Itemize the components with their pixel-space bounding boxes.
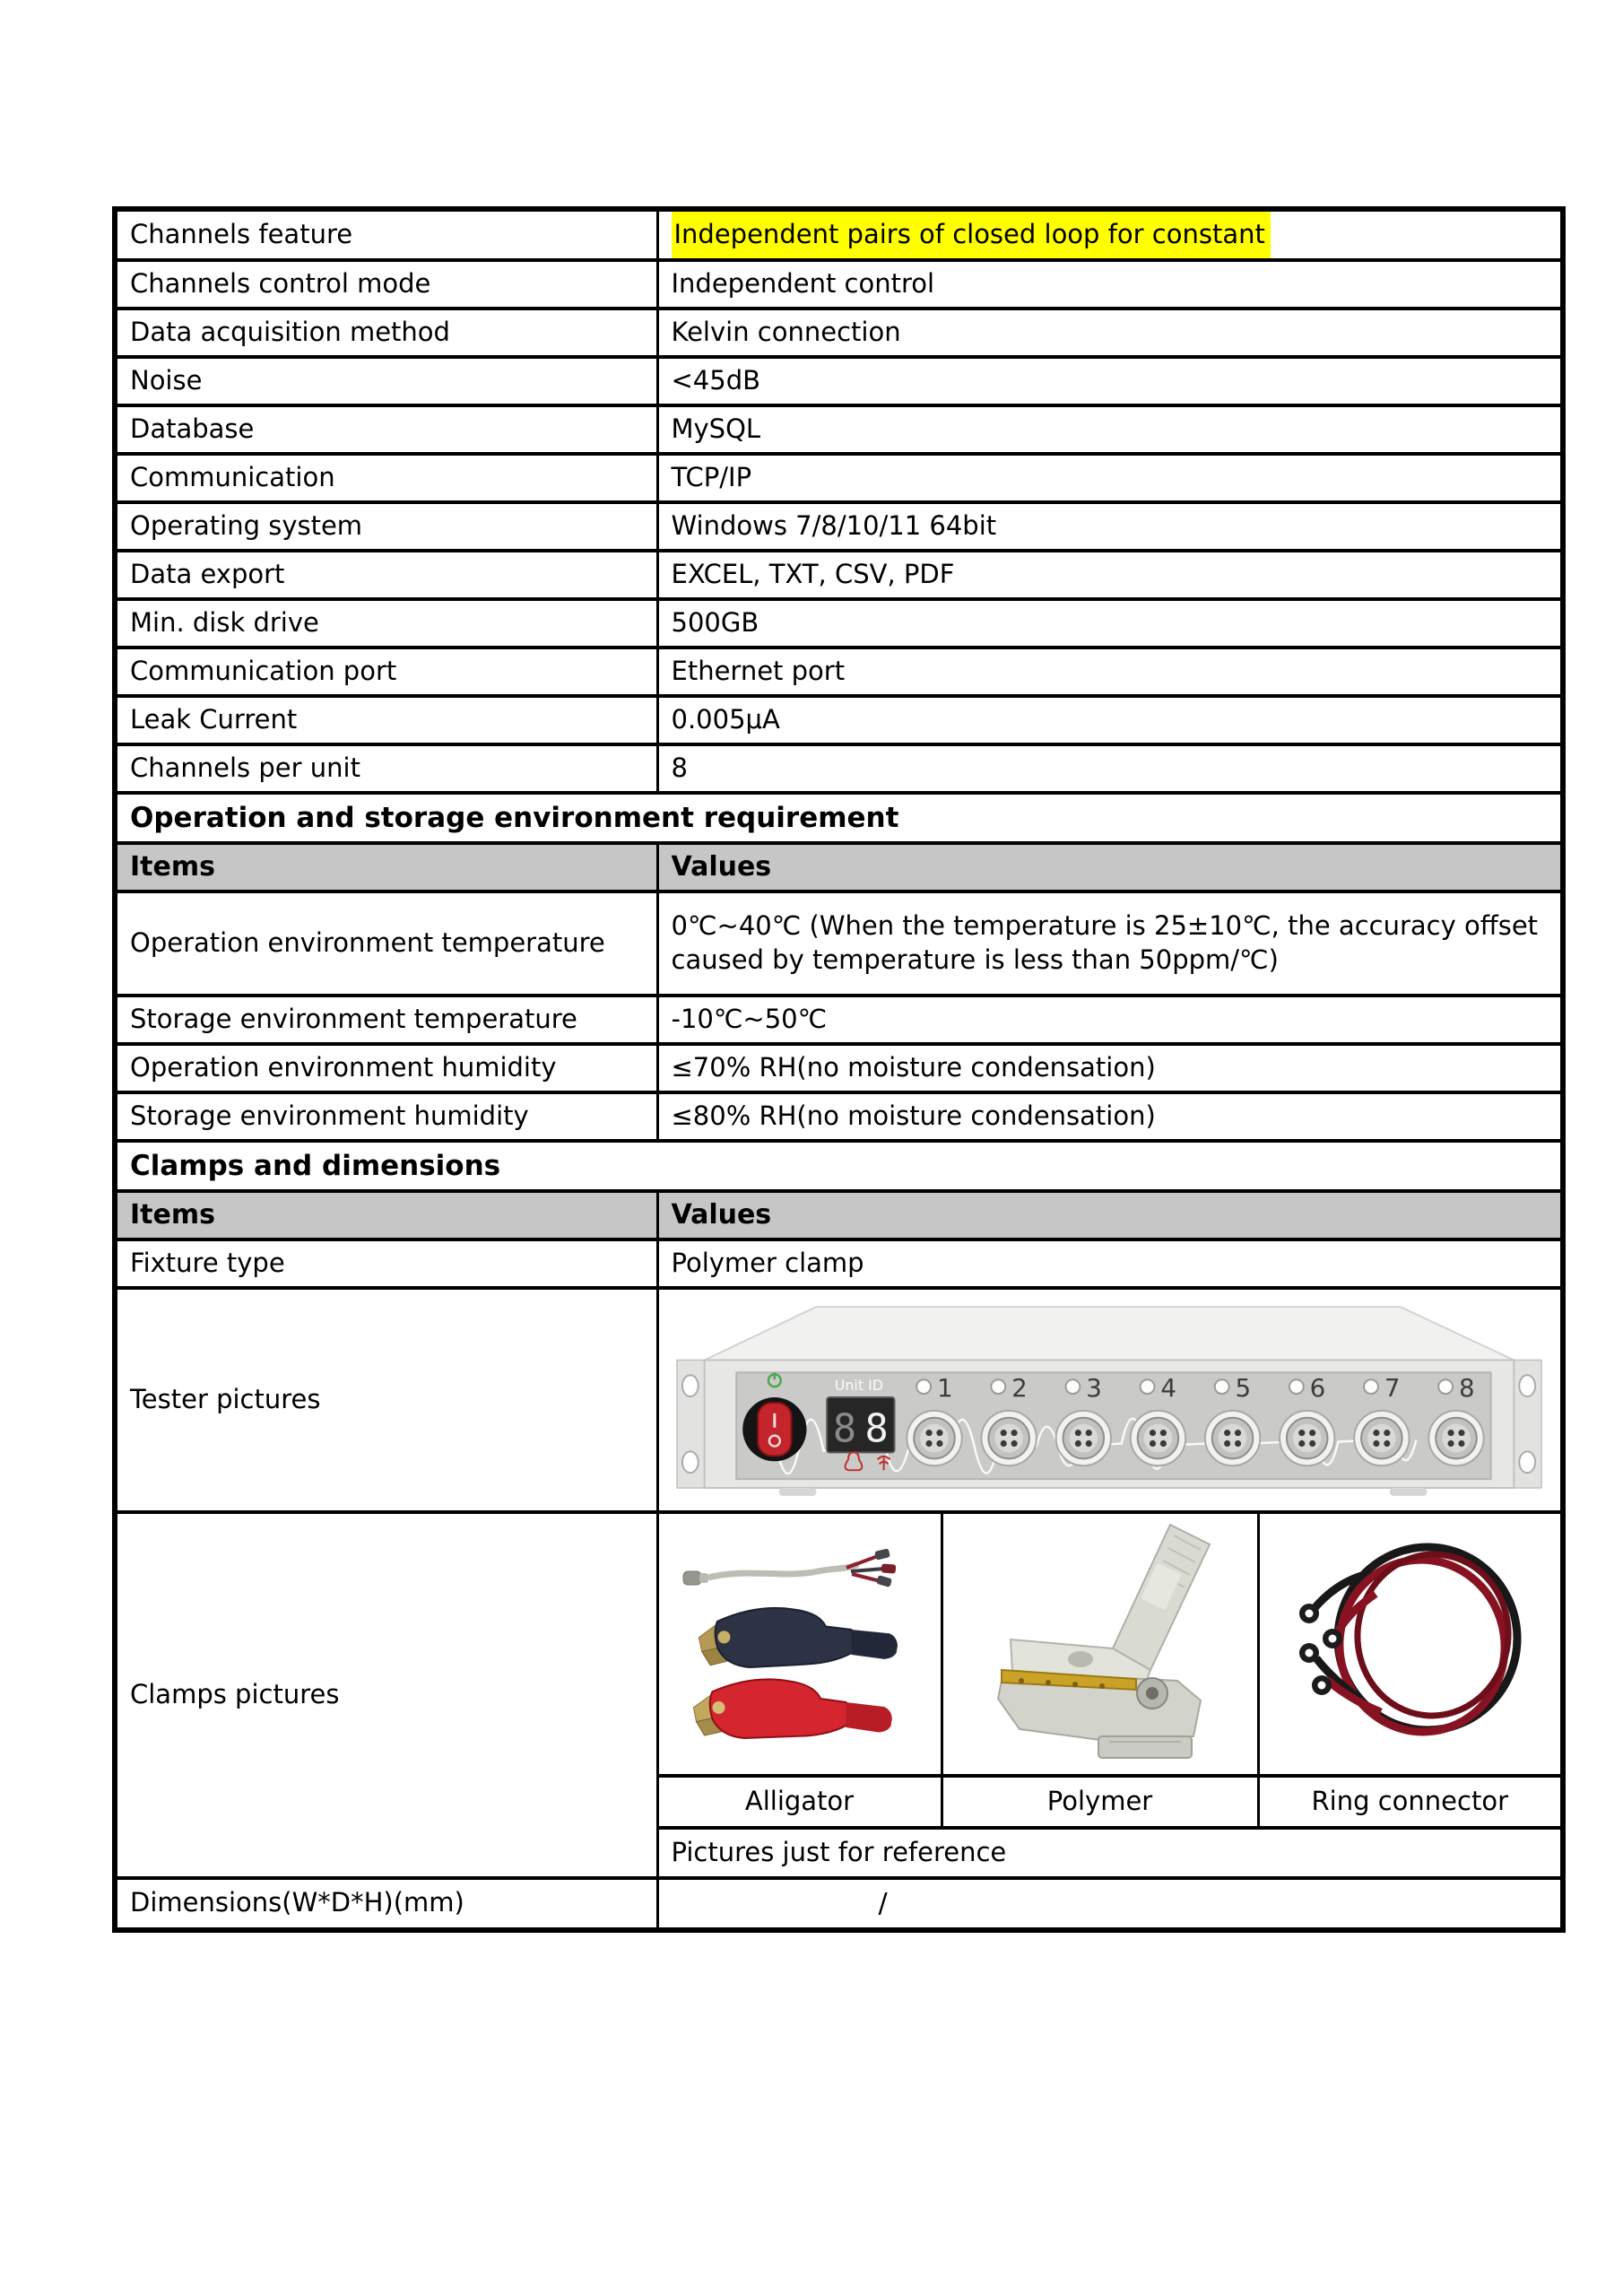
spec-item-value: 0℃~40℃ (When the temperature is 25±10℃, the accuracy offset caused by temperature is less than 50ppm/℃) — [657, 891, 1563, 996]
spec-item-label: Channels per unit — [115, 744, 657, 793]
spec-item-label: Communication port — [115, 648, 657, 696]
spec-item-label: Database — [115, 405, 657, 454]
ring-connector-image — [1275, 1524, 1544, 1764]
alligator-clip-image — [676, 1525, 923, 1762]
spec-item-label: Data acquisition method — [115, 309, 657, 357]
spec-item-label: Operating system — [115, 502, 657, 551]
spec-item-value — [657, 209, 1563, 260]
unit-id-label: Unit ID — [835, 1376, 884, 1394]
spec-item-value: <45dB — [657, 357, 1563, 405]
clamp-label-ring-connector: Ring connector — [1258, 1776, 1563, 1828]
table-row — [115, 648, 1563, 696]
polymer-clamp-image — [966, 1518, 1235, 1770]
items-column-header: Items — [115, 843, 657, 891]
table-row — [115, 357, 1563, 405]
spec-item-label: Min. disk drive — [115, 599, 657, 648]
spec-item-label: Channels feature — [115, 209, 657, 260]
spec-item-value: ≤70% RH(no moisture condensation) — [657, 1044, 1563, 1092]
table-row — [115, 696, 1563, 744]
spec-item-value: Ethernet port — [657, 648, 1563, 696]
spec-item-value: -10℃~50℃ — [657, 996, 1563, 1044]
tester-picture-cell — [657, 1288, 1563, 1512]
table-row — [115, 744, 1563, 793]
section-title: Clamps and dimensions — [115, 1141, 1563, 1191]
table-row — [115, 454, 1563, 502]
section-header-row — [115, 793, 1563, 843]
clamp-label-alligator: Alligator — [657, 1776, 942, 1828]
svg-text:4: 4 — [1160, 1372, 1177, 1403]
spec-item-value: 0.005μA — [657, 696, 1563, 744]
spec-item-label: Operation environment temperature — [115, 891, 657, 996]
tester-pictures-row — [115, 1288, 1563, 1512]
spec-item-label: Storage environment temperature — [115, 996, 657, 1044]
reference-note: Pictures just for reference — [657, 1828, 1563, 1878]
spec-item-label: Dimensions(W*D*H)(mm) — [115, 1878, 657, 1930]
svg-text:3: 3 — [1086, 1372, 1103, 1403]
column-header-row — [115, 1191, 1563, 1239]
tester-device-image — [674, 1294, 1544, 1506]
table-row — [115, 891, 1563, 996]
ring-terminal — [1312, 1675, 1332, 1695]
spec-item-value: Windows 7/8/10/11 64bit — [657, 502, 1563, 551]
section-title: Operation and storage environment requirement — [115, 793, 1563, 843]
table-row — [115, 209, 1563, 260]
spec-item-label: Channels control mode — [115, 260, 657, 309]
table-row — [115, 1044, 1563, 1092]
table-row — [115, 599, 1563, 648]
column-header-row — [115, 843, 1563, 891]
table-row — [115, 309, 1563, 357]
ring-terminal — [1299, 1643, 1319, 1663]
spec-item-value: MySQL — [657, 405, 1563, 454]
spec-item-label: Tester pictures — [115, 1288, 657, 1512]
ring-terminal — [1299, 1604, 1319, 1623]
ring-connector-picture-cell — [1258, 1512, 1563, 1776]
spec-item-value: Polymer clamp — [657, 1239, 1563, 1288]
svg-text:6: 6 — [1309, 1372, 1326, 1403]
table-row — [115, 1092, 1563, 1141]
values-column-header: Values — [657, 1191, 1563, 1239]
table-row — [115, 502, 1563, 551]
dimensions-row — [115, 1878, 1563, 1930]
spec-item-label: Clamps pictures — [115, 1512, 657, 1878]
svg-text:8: 8 — [833, 1406, 857, 1452]
svg-text:1: 1 — [937, 1372, 953, 1403]
sense-cable — [683, 1548, 896, 1587]
spec-item-label: Data export — [115, 551, 657, 599]
ring-terminal — [1323, 1629, 1342, 1648]
spec-item-value: Independent control — [657, 260, 1563, 309]
values-column-header: Values — [657, 843, 1563, 891]
spec-item-value: 8 — [657, 744, 1563, 793]
table-row — [115, 996, 1563, 1044]
red-alligator-clip — [692, 1671, 893, 1745]
spec-item-label: Storage environment humidity — [115, 1092, 657, 1141]
mounting-ear-left — [677, 1360, 705, 1488]
table-row — [115, 1239, 1563, 1288]
svg-text:8: 8 — [864, 1406, 890, 1452]
clamps-pictures-row — [115, 1512, 1563, 1776]
black-alligator-clip — [697, 1597, 898, 1675]
dimensions-value: / — [657, 1878, 1563, 1930]
section-header-row — [115, 1141, 1563, 1191]
polymer-clamp-picture-cell — [942, 1512, 1258, 1776]
table-row — [115, 405, 1563, 454]
table-row — [115, 551, 1563, 599]
svg-text:2: 2 — [1011, 1372, 1028, 1403]
svg-text:5: 5 — [1235, 1372, 1252, 1403]
spec-table — [112, 206, 1566, 1933]
spec-item-value: TCP/IP — [657, 454, 1563, 502]
spec-item-label: Communication — [115, 454, 657, 502]
table-row — [115, 260, 1563, 309]
spec-item-label: Operation environment humidity — [115, 1044, 657, 1092]
spec-item-label: Leak Current — [115, 696, 657, 744]
spec-item-label: Noise — [115, 357, 657, 405]
mounting-ear-right — [1515, 1360, 1542, 1488]
highlighted-text: Independent pairs of closed loop for constant — [672, 212, 1271, 258]
spec-item-value: ≤80% RH(no moisture condensation) — [657, 1092, 1563, 1141]
clamp-label-polymer: Polymer — [942, 1776, 1258, 1828]
spec-item-value: Kelvin connection — [657, 309, 1563, 357]
spec-item-label: Fixture type — [115, 1239, 657, 1288]
spec-item-value: EXCEL, TXT, CSV, PDF — [657, 551, 1563, 599]
alligator-picture-cell — [657, 1512, 942, 1776]
svg-text:8: 8 — [1459, 1372, 1475, 1403]
spec-item-value: 500GB — [657, 599, 1563, 648]
items-column-header: Items — [115, 1191, 657, 1239]
svg-text:7: 7 — [1384, 1372, 1401, 1403]
